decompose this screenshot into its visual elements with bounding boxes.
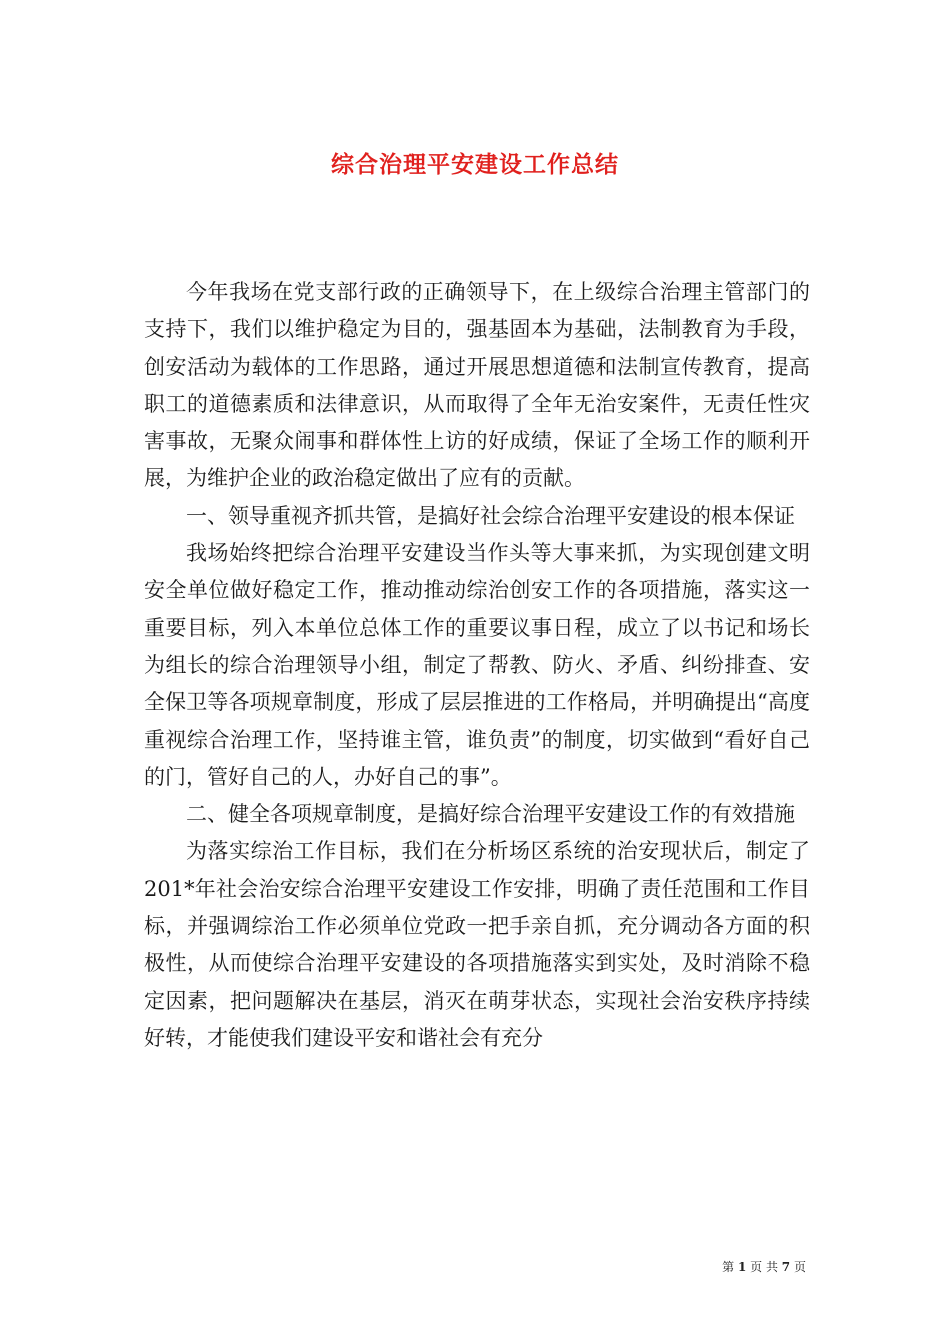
document-body [144, 274, 810, 1057]
footer-total-pages: 7 [781, 1260, 791, 1274]
paragraph-intro: 今年我场在党支部行政的正确领导下，在上级综合治理主管部门的支持下，我们以维护稳定为目的，强基固本为基础，法制教育为手段，创安活动为载体的工作思路，通过开展思想道德和法制宣传教育，提高职工的道德素质和法律意识，从而取得了全年无治安案件，无责任性灾害事故，无聚众闹事和群体性上访的好成绩，保证了全场工作的顺利开展，为维护企业的政治稳定做出了应有的贡献。 [144, 280, 810, 491]
footer-prefix: 第 [722, 1260, 735, 1274]
document-title: 综合治理平安建设工作总结 [331, 151, 619, 179]
paragraph-section-1: 我场始终把综合治理平安建设当作头等大事来抓，为实现创建文明安全单位做好稳定工作，推动推动综治创安工作的各项措施，落实这一重要目标，列入本单位总体工作的重要议事日程，成立了以书记和场长为组长的综合治理领导小组，制定了帮教、防火、矛盾、纠纷排查、安全保卫等各项规章制度，形成了层层推进的工作格局，并明确提出“高度重视综合治理工作，坚持谁主管，谁负责”的制度，切实做到“看好自己的门，管好自己的人，办好自己的事”。 [144, 541, 810, 789]
footer-current-page: 1 [737, 1260, 747, 1274]
footer-middle: 页 共 [750, 1260, 778, 1274]
footer-suffix: 页 [793, 1260, 806, 1274]
page-number-footer [722, 1259, 806, 1275]
paragraph-section-2: 为落实综治工作目标，我们在分析场区系统的治安现状后，制定了201*年社会治安综合治理平安建设工作安排，明确了责任范围和工作目标，并强调综治工作必须单位党政一把手亲自抓，充分调动各方面的积极性，从而使综合治理平安建设的各项措施落实到实处，及时消除不稳定因素，把问题解决在基层，消灭在萌芽状态，实现社会治安秩序持续好转，才能使我们建设平安和谐社会有充分 [144, 839, 810, 1050]
section-heading-1: 一、领导重视齐抓共管，是搞好社会综合治理平安建设的根本保证 [186, 503, 795, 528]
section-heading-2: 二、健全各项规章制度，是搞好综合治理平安建设工作的有效措施 [186, 802, 795, 827]
